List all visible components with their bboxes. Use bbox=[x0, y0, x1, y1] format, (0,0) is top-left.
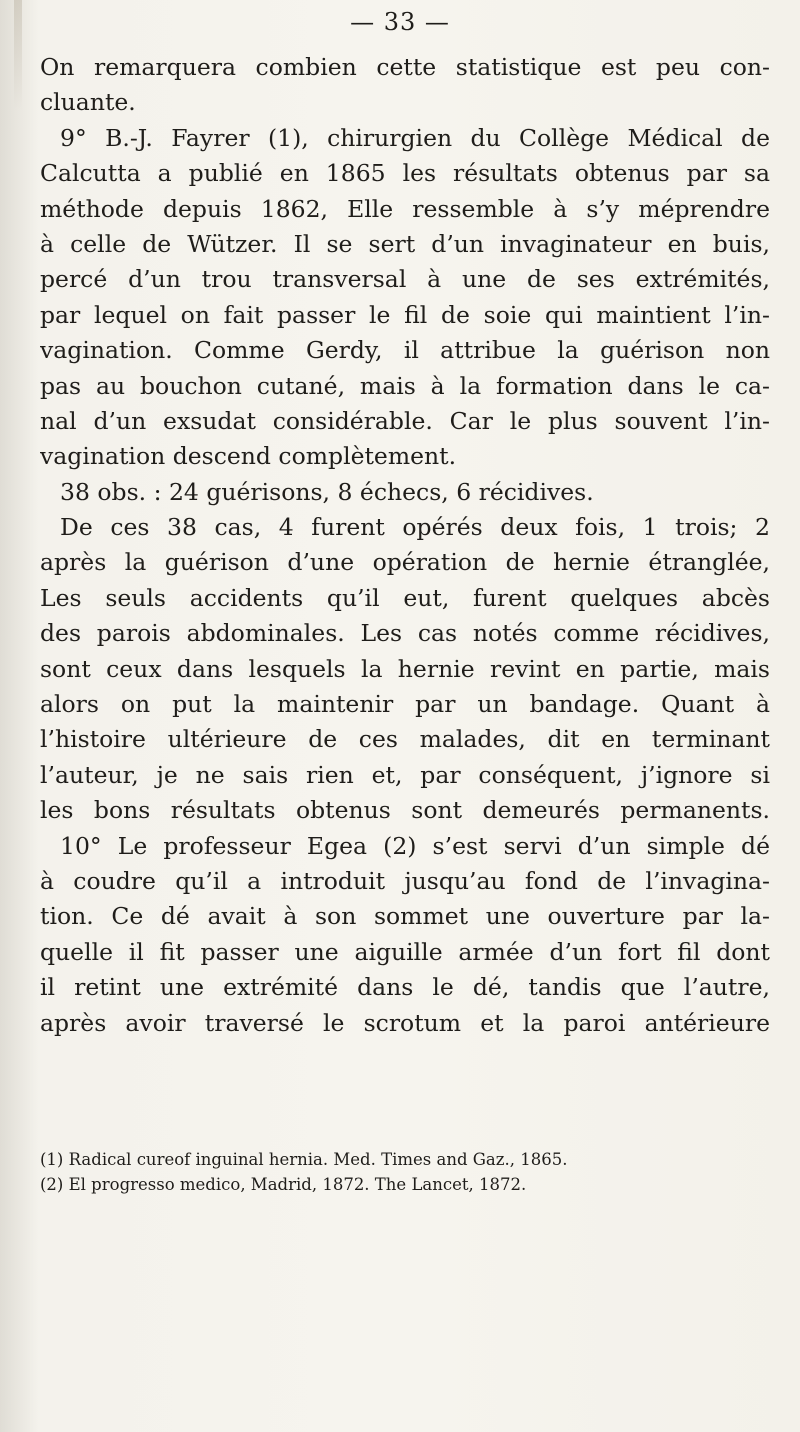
text-line: 38 obs. : 24 guérisons, 8 échecs, 6 récidives. bbox=[60, 477, 594, 506]
text-line: tion. Ce dé avait à son sommet une ouverture par la- bbox=[40, 902, 770, 931]
text-line: pas au bouchon cutané, mais à la formation dans le ca- bbox=[40, 371, 770, 400]
text-line: nal d’un exsudat considérable. Car le plus souvent l’in- bbox=[40, 406, 770, 435]
text-line: méthode depuis 1862, Elle ressemble à s’y méprendre bbox=[40, 194, 770, 223]
text-line: quelle il fit passer une aiguille armée d’un fort fil dont bbox=[40, 937, 770, 966]
text-line: par lequel on fait passer le fil de soie qui maintient l’in- bbox=[40, 300, 770, 329]
text-line: Calcutta a publié en 1865 les résultats obtenus par sa bbox=[40, 159, 770, 188]
footnote: (1) Radical cureof inguinal hernia. Med. Times and Gaz., 1865. bbox=[40, 1150, 568, 1169]
text-line: des parois abdominales. Les cas notés comme récidives, bbox=[40, 619, 770, 648]
text-line: 9° B.-J. Fayrer (1), chirurgien du Collège Médical de bbox=[60, 123, 770, 152]
text-line: à coudre qu’il a introduit jusqu’au fond de l’invagina- bbox=[40, 866, 770, 895]
text-line: Les seuls accidents qu’il eut, furent quelques abcès bbox=[40, 583, 770, 612]
page-number: — 33 — bbox=[350, 8, 450, 36]
text-line: cluante. bbox=[40, 88, 136, 117]
body-text bbox=[40, 50, 770, 1041]
text-line: vagination descend complètement. bbox=[40, 442, 457, 471]
text-line: les bons résultats obtenus sont demeurés permanents. bbox=[40, 796, 770, 825]
text-line: l’histoire ultérieure de ces malades, dit en terminant bbox=[40, 725, 770, 754]
text-line: à celle de Wützer. Il se sert d’un invaginateur en buis, bbox=[40, 229, 770, 258]
text-line: 10° Le professeur Egea (2) s’est servi d’un simple dé bbox=[60, 831, 770, 860]
text-line: On remarquera combien cette statistique est peu con- bbox=[40, 53, 770, 81]
text-line: il retint une extrémité dans le dé, tandis que l’autre, bbox=[40, 973, 770, 1002]
text-line: percé d’un trou transversal à une de ses extrémités, bbox=[40, 265, 770, 294]
footnote: (2) El progresso medico, Madrid, 1872. The Lancet, 1872. bbox=[40, 1175, 527, 1194]
text-line: alors on put la maintenir par un bandage. Quant à bbox=[40, 690, 770, 719]
footnotes bbox=[40, 1147, 770, 1197]
text-line: après la guérison d’une opération de hernie étranglée, bbox=[40, 548, 770, 577]
text-line: vagination. Comme Gerdy, il attribue la guérison non bbox=[40, 336, 770, 365]
page-edge-shadow bbox=[0, 0, 38, 1432]
text-line: l’auteur, je ne sais rien et, par conséquent, j’ignore si bbox=[40, 760, 770, 789]
text-line: sont ceux dans lesquels la hernie revint en partie, mais bbox=[40, 654, 770, 683]
text-line: De ces 38 cas, 4 furent opérés deux fois, 1 trois; 2 bbox=[60, 513, 770, 542]
text-line: après avoir traversé le scrotum et la paroi antérieure bbox=[40, 1008, 770, 1037]
